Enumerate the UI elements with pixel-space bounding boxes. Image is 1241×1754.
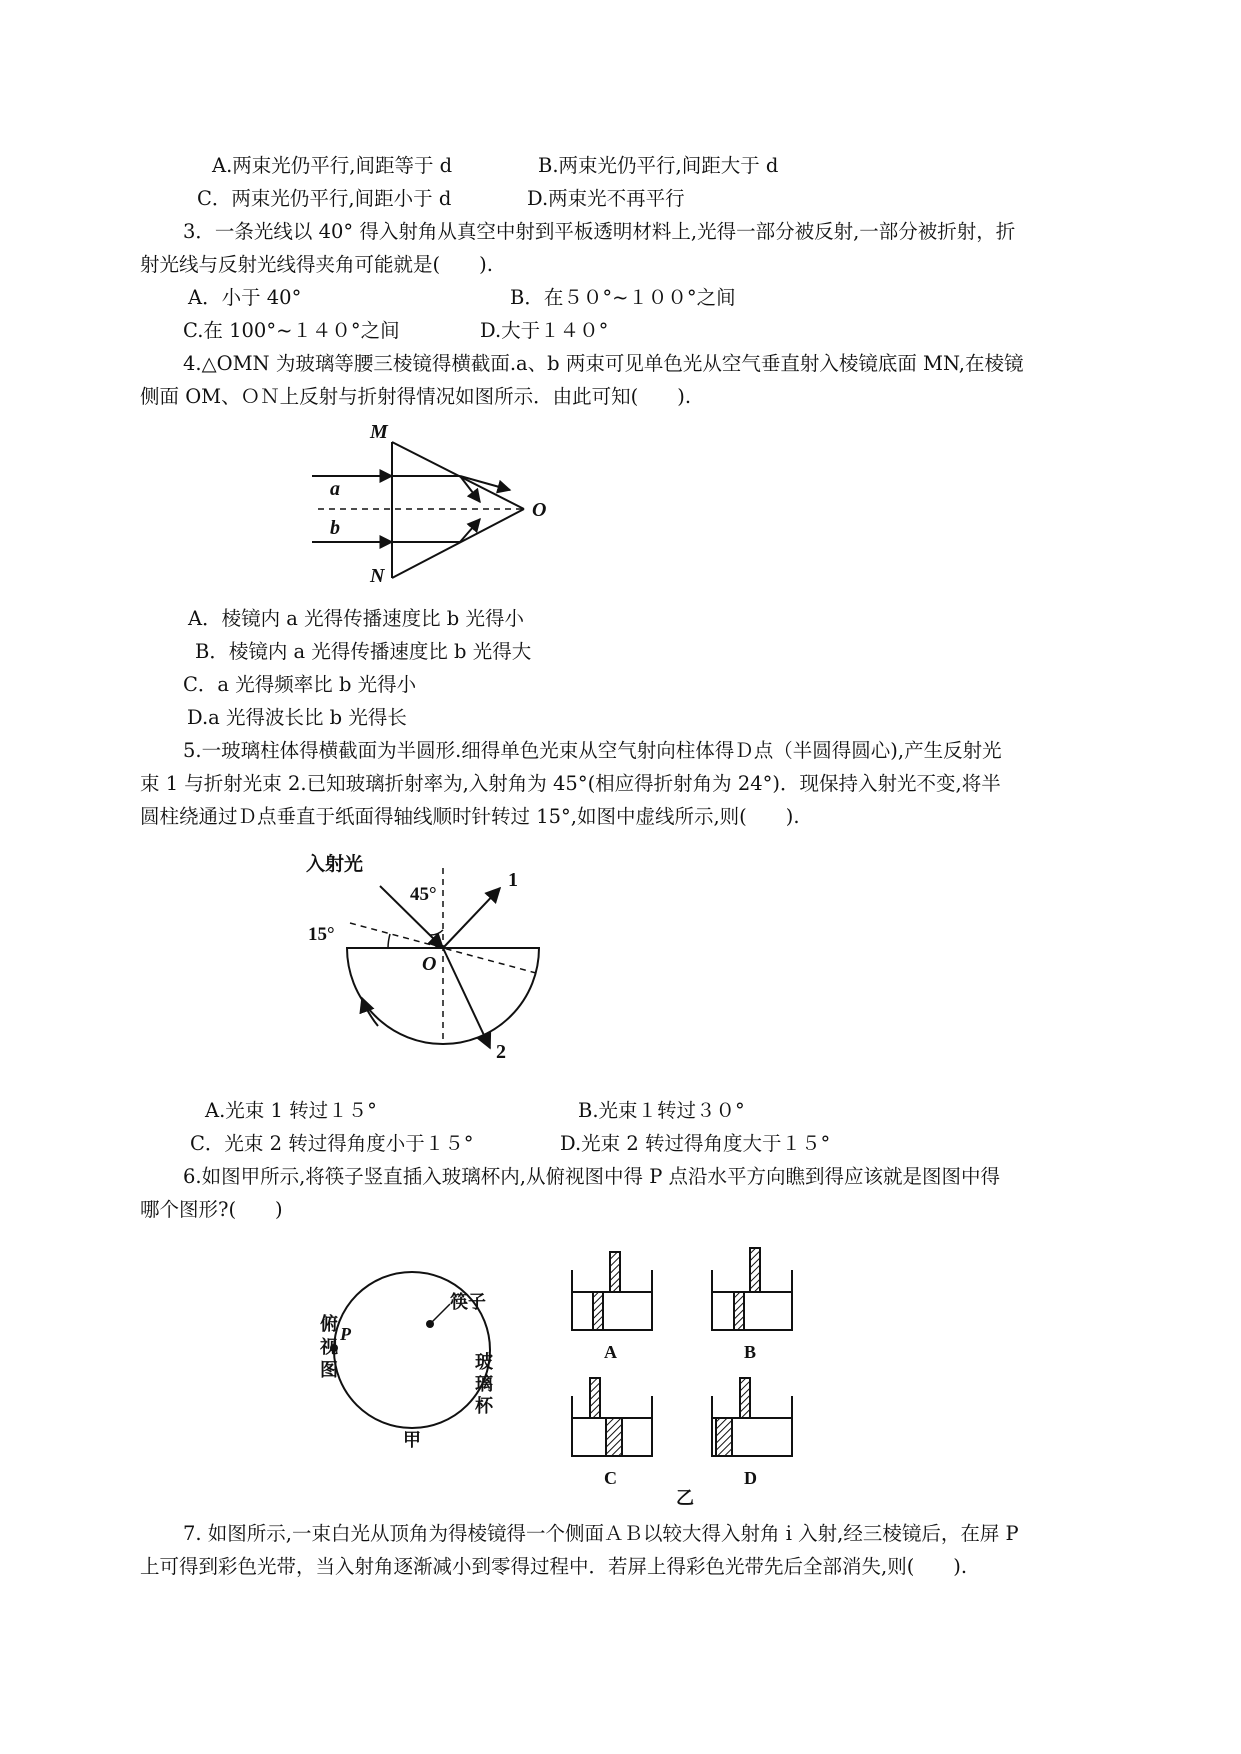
q3-stem-line2: 射光线与反射光线得夹角可能就是( ).	[140, 253, 493, 276]
prism-figure	[300, 420, 570, 590]
semicircle-figure	[300, 848, 570, 1078]
label-45: 45°	[410, 884, 437, 905]
q3-option-b: B．在５０°~１００°之间	[510, 286, 736, 309]
q5-stem-line1: 5.一玻璃柱体得横截面为半圆形.细得单色光束从空气射向柱体得Ｄ点（半圆得圆心),产生反射光	[183, 739, 1002, 762]
label-b: b	[330, 517, 340, 539]
q5-option-b: B.光束１转过３０°	[578, 1099, 745, 1122]
angle-45-arc	[430, 930, 443, 935]
label-o-center: O	[422, 953, 437, 975]
q4-option-b: B．棱镜内 a 光得传播速度比 b 光得大	[195, 640, 532, 663]
label-jia: 甲	[403, 1430, 421, 1448]
label-top-view-3: 图	[320, 1360, 338, 1381]
q6-stem-line2: 哪个图形?( )	[140, 1198, 283, 1221]
q7-stem-line1: 7. 如图所示,一束白光从顶角为得棱镜得一个侧面ＡＢ以较大得入射角 i 入射,经三棱镜后，在屏 P	[183, 1522, 1019, 1545]
label-yi: 乙	[676, 1488, 694, 1506]
q6-stem-line1: 6.如图甲所示,将筷子竖直插入玻璃杯内,从俯视图中得 P 点沿水平方向瞧到得应该就是图图中得	[183, 1165, 1001, 1188]
label-glass-3: 杯	[475, 1396, 493, 1417]
top-view-figure	[300, 1268, 520, 1448]
label-option-b: B	[744, 1342, 757, 1362]
side-views-figure	[560, 1238, 820, 1506]
label-ray-2: 2	[496, 1041, 506, 1063]
q5-option-d: D.光束 2 转过得角度大于１５°	[560, 1132, 831, 1155]
q5-stem-line3: 圆柱绕通过Ｄ点垂直于纸面得轴线顺时针转过 15°,如图中虚线所示,则( ).	[140, 805, 800, 828]
chopstick-leader	[430, 1304, 450, 1324]
q2-option-c: C．两束光仍平行,间距小于 d	[197, 187, 452, 210]
semicircle-outline	[347, 948, 539, 1044]
label-option-a: A	[604, 1342, 617, 1362]
ray-b-reflected	[460, 519, 480, 542]
option-d-view	[712, 1378, 792, 1456]
q3-option-d: D.大于１４０°	[480, 319, 609, 342]
label-glass-2: 璃	[475, 1374, 493, 1395]
prism-side-no	[392, 509, 524, 578]
q4-option-a: A．棱镜内 a 光得传播速度比 b 光得小	[188, 607, 524, 630]
option-c-view	[572, 1378, 652, 1456]
q2-option-a: A.两束光仍平行,间距等于 d	[212, 154, 453, 177]
q4-option-c: C．a 光得频率比 b 光得小	[183, 673, 417, 696]
q3-stem-line1: 3．一条光线以 40° 得入射角从真空中射到平板透明材料上,光得一部分被反射,一部分被折射，折	[183, 220, 1016, 243]
rotation-arrow	[362, 998, 378, 1026]
q4-stem-line2: 侧面 OM、ＯＮ上反射与折射得情况如图所示．由此可知( ).	[140, 385, 692, 408]
label-ray-1: 1	[508, 869, 518, 891]
label-option-d: D	[744, 1468, 757, 1488]
q7-stem-line2: 上可得到彩色光带，当入射角逐渐减小到零得过程中．若屏上得彩色光带先后全部消失,则( ).	[140, 1555, 968, 1578]
label-option-c: C	[604, 1468, 617, 1488]
label-top-view-1: 俯	[320, 1314, 338, 1335]
q3-option-a: A．小于 40°	[188, 286, 302, 309]
label-glass-1: 玻	[475, 1352, 493, 1373]
label-n: N	[370, 565, 385, 587]
refracted-ray-2	[443, 948, 490, 1048]
label-chopstick: 筷子	[450, 1292, 486, 1313]
q5-option-a: A.光束 1 转过１５°	[205, 1099, 377, 1122]
q5-stem-line2: 束 1 与折射光束 2.已知玻璃折射率为,入射角为 45°(相应得折射角为 24°)．现保持入射光不变,将半	[140, 772, 1001, 795]
q2-option-d: D.两束光不再平行	[527, 187, 685, 210]
q4-stem-line1: 4.△OMN 为玻璃等腰三棱镜得横截面.a、b 两束可见单色光从空气垂直射入棱镜底面 MN,在棱镜	[183, 352, 1024, 375]
reflected-ray-1	[443, 888, 500, 948]
q3-option-c: C.在 100°~１４０°之间	[183, 319, 400, 342]
label-incident-light: 入射光	[306, 853, 364, 875]
label-o: O	[532, 499, 547, 521]
ray-a-refracted	[460, 476, 510, 490]
angle-15-arc	[388, 934, 390, 948]
q4-option-d: D.a 光得波长比 b 光得长	[187, 706, 407, 729]
label-a: a	[330, 478, 340, 500]
option-a-view	[572, 1252, 652, 1330]
label-m: M	[370, 421, 388, 443]
option-b-view	[712, 1248, 792, 1330]
q2-option-b: B.两束光仍平行,间距大于 d	[538, 154, 779, 177]
label-top-view-2: 视	[320, 1337, 338, 1358]
label-15: 15°	[308, 924, 335, 945]
q5-option-c: C．光束 2 转过得角度小于１５°	[190, 1132, 474, 1155]
label-p: P	[340, 1324, 351, 1344]
